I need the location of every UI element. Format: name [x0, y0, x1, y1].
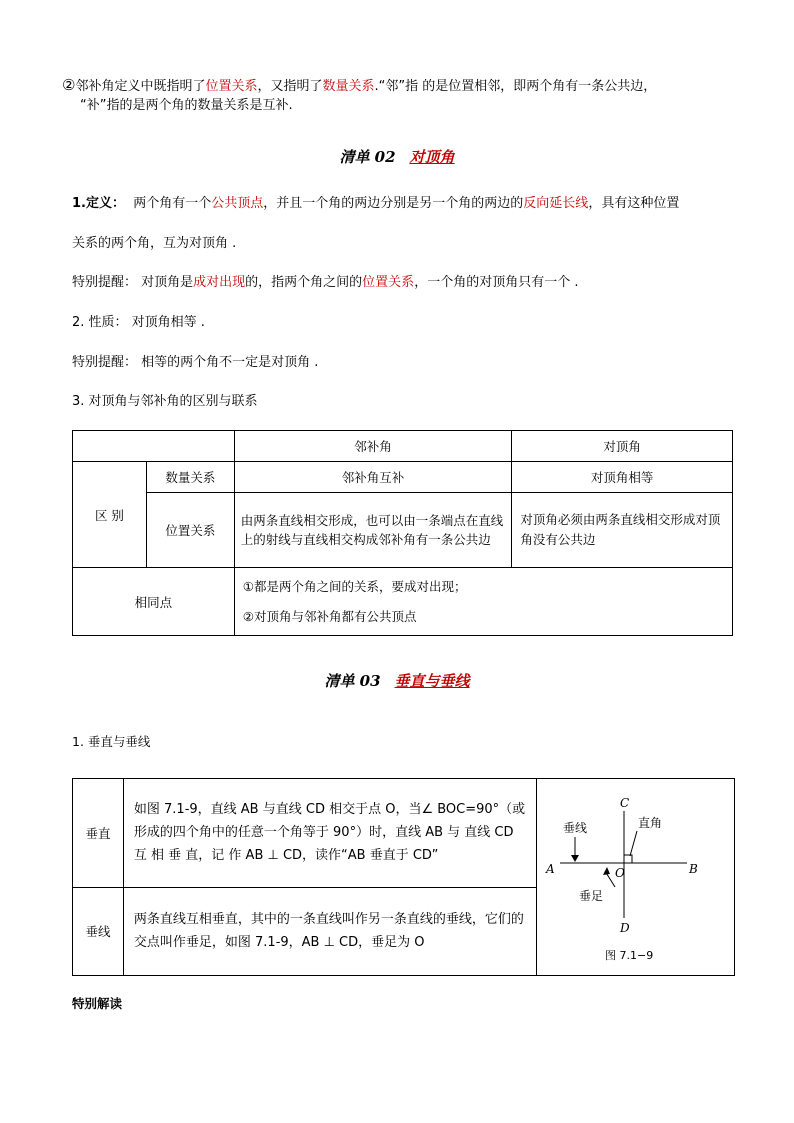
- pos-adjacent: 由两条直线相交形成，也可以由一条端点在直线上的射线与直线相交构成邻补角有一条公共边: [234, 493, 512, 568]
- pos-vertical: 对顶角必须由两条直线相交形成对顶角没有公共边: [512, 493, 733, 568]
- intro-line-1: ②邻补角定义中既指明了位置关系，又指明了数量关系.“邻”指 的是位置相邻，即两个角有一条公共边，: [62, 76, 657, 94]
- label-b: B: [688, 862, 698, 876]
- label-d: D: [619, 921, 630, 935]
- tip-2: 特别提醒： 相等的两个角不一定是对顶角 .: [72, 355, 319, 370]
- definition-line-2: 关系的两个角，互为对顶角 .: [72, 236, 237, 251]
- right-angle-mark: [624, 855, 632, 863]
- label-c: C: [619, 796, 630, 810]
- header-vertical: 对顶角: [512, 431, 733, 462]
- same-point-1: ①都是两个角之间的关系，要成对出现；: [242, 578, 467, 594]
- section-heading-03: 清单 03 垂直与垂线: [324, 672, 470, 690]
- right-angle-pointer: [630, 831, 637, 856]
- foot-pointer-arrow: [603, 867, 610, 875]
- label-perp-line: 垂线: [562, 821, 587, 835]
- table-header-empty: [73, 431, 235, 462]
- comparison-table: [72, 430, 733, 636]
- circled-two: ②: [62, 76, 76, 94]
- compare-title: 3. 对顶角与邻补角的区别与联系: [72, 394, 258, 409]
- tip-1: 特别提醒： 对顶角是成对出现的，指两个角之间的位置关系，一个角的对顶角只有一个 .: [72, 275, 579, 290]
- same-content: [234, 568, 732, 636]
- row-perpendicular-label: 垂直: [73, 779, 124, 888]
- definition-line-1: 1.定义： 两个角有一个公共顶点，并且一个角的两边分别是另一个角的两边的反向延长线，具有这种位置: [72, 196, 680, 211]
- perpendicular-table: [72, 778, 735, 976]
- figure-cell: [536, 779, 734, 976]
- diff-label: 区 别: [73, 462, 147, 568]
- label-foot: 垂足: [578, 889, 603, 903]
- special-note-heading: 特别解读: [72, 996, 123, 1011]
- figure-7-1-9: [537, 779, 733, 975]
- intro-line-2: “补”指的是两个角的数量关系是互补.: [80, 98, 293, 113]
- row-perp-line-text: 两条直线互相垂直，其中的一条直线叫作另一条直线的垂线，它们的交点叫作垂足，如图 7.1-9，AB ⊥ CD，垂足为 O: [123, 887, 536, 975]
- label-right-angle: 直角: [637, 816, 662, 830]
- same-point-2: ②对顶角与邻补角都有公共顶点: [242, 608, 417, 624]
- row-perp-line-label: 垂线: [73, 887, 124, 975]
- qty-adjacent: 邻补角互补: [234, 462, 512, 493]
- subheading-perpendicular: 1. 垂直与垂线: [72, 734, 151, 749]
- section-heading-02: 清单 02 对顶角: [339, 148, 455, 166]
- header-adjacent: 邻补角: [234, 431, 512, 462]
- qty-vertical: 对顶角相等: [512, 462, 733, 493]
- label-a: A: [545, 862, 555, 876]
- pos-label: 位置关系: [146, 493, 234, 568]
- property: 2. 性质： 对顶角相等 .: [72, 315, 205, 330]
- figure-caption: 图 7.1−9: [604, 949, 654, 962]
- same-label: 相同点: [73, 568, 235, 636]
- label-o: O: [614, 866, 625, 880]
- row-perpendicular-text: 如图 7.1-9，直线 AB 与直线 CD 相交于点 O，当∠ BOC=90°（或形成的四个角中的任意一个角等于 90°）时，直线 AB 与 直线 CD 互 相 垂 直，记 作 AB ⊥ CD，读作“AB 垂直于 CD”: [123, 779, 536, 888]
- qty-label: 数量关系: [146, 462, 234, 493]
- perp-pointer-arrow: [571, 855, 579, 862]
